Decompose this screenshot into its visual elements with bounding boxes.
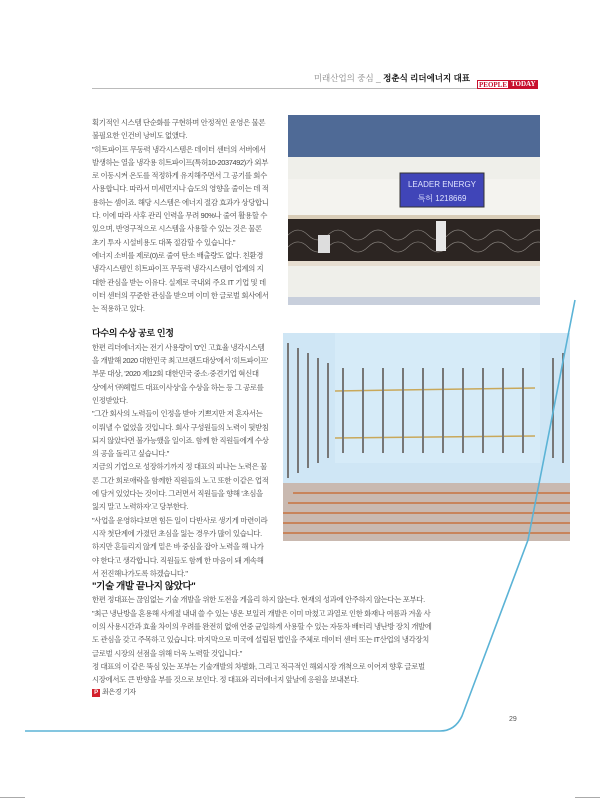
subheading: 다수의 수상 공로 인정 bbox=[92, 328, 174, 339]
paragraph: 에너지 소비를 제로(0)로 줄여 탄소 배출량도 없다. 친환경 냉각시스템인 히트파이프 무동력 냉각시스템이 업계의 지대한 관심을 받는 이유다. 실제로 국내외 주요 IT 기업 및 데이터 센터의 꾸준한 관심을 받으며 이미 한 글로벌 회사에서는 적용하고 있다. bbox=[92, 250, 269, 314]
crop-mark bbox=[0, 797, 25, 798]
paragraph: "최근 냉난방을 혼용해 사계절 내내 쓸 수 있는 냉온 보일러 개발은 이미 마쳤고 과열로 인한 화재나 여름과 겨울 사이의 사용시간과 효율 차이의 우려를 완전히 없애 연중 균일하게 사용할 수 있는 자동차 배터리 냉난방 장치 개발에도 관심을 갖고 주목하고 있습니다. 마지막으로 미국에 설립된 법인을 주체로 데이터 센터 또는 IT산업의 냉각장치 글로벌 시장의 선점을 위해 더욱 노력할 것입니다." bbox=[92, 608, 432, 658]
reporter-name: 최은경 기자 bbox=[102, 689, 136, 697]
patent-label-line1: LEADER ENERGY bbox=[407, 180, 477, 189]
patent-label-line2: 특허 1218669 bbox=[417, 194, 467, 203]
paragraph: 한편 정대표는 끊임없는 기술 개발을 위한 도전을 게을리 하지 않는다. 현재의 성과에 안주하지 않는다는 포부다. bbox=[92, 595, 425, 605]
paragraph: "그간 회사의 노력들이 인정을 받아 기쁘지만 저 혼자서는 이뤄낼 수 없었을 것입니다. 회사 구성원들의 노력이 뒷받침되지 않았다면 불가능했을 일이죠. 함께 한 직원들에게 수상의 공을 돌리고 싶습니다." bbox=[92, 409, 269, 459]
article-title: 정춘식 리더에너지 대표 bbox=[383, 73, 470, 83]
people-today-icon: P bbox=[92, 689, 100, 697]
paragraph: 획기적인 시스템 단순화를 구현하며 안정적인 운영은 물론 불필요한 인건비 낭비도 없앴다. bbox=[92, 118, 266, 141]
subheading: "기술 개발 끝나지 않았다" bbox=[92, 581, 196, 593]
article-column bbox=[92, 116, 270, 580]
paragraph: "사업을 운영하다보면 힘든 일이 다반사로 생기게 마련이라 시작 첫단계에 가졌던 초심을 잃는 경우가 많이 있습니다. 하지만 흔들리지 않게 밑은 바 중심을 잡아 노력을 해 나가야 한다고 생각합니다. 직원들도 함께 한 마음이 돼 계속해서 전진해나가도록 하겠습니다." bbox=[92, 515, 268, 578]
paragraph: 지금의 기업으로 성장하기까지 정 대표의 피나는 노력은 물론 그간 희로애락을 함께한 직원들의 노고 또한 이같은 업적에 담겨 있었다는 것이다. 그러면서 직원들을 향해 '초심을 잃지 말고 노력하자'고 당부한다. bbox=[92, 462, 269, 512]
paragraph: 한편 리더에너지는 전기 사용량이 '0'인 고효율 냉각시스템을 개발해 2020 대한민국 최고브랜드대상'에서 '히트파이프' 부문 대상, '2020 제12회 대한민국 중소·중견기업 혁신대상'에서 '㈜헤럴드 대표이사상'을 수상을 하는 등 그 공로를 인정받았다. bbox=[92, 342, 269, 405]
logo-today: TODAY bbox=[511, 80, 536, 88]
separator: _ bbox=[376, 73, 381, 83]
paragraph: "히트파이프 무동력 냉각시스템은 데이터 센터의 서버에서 발생하는 열을 냉각용 히트파이프(특허10-2037492)가 외부로 이동시켜 온도를 적정하게 유지해주면서 그 공기를 회수 사용합니다. 따라서 미세먼지나 습도의 영향을 줄이는 데 적용하는 셈이죠. 해당 시스템은 에너지 절감 효과가 상당합니다. 이에 따라 사후 관리 인력을 무려 90%나 줄여 활용할 수 있으며, 반영구적으로 시스템을 사용할 수 있는 것은 물론 초기 투자 시설비용도 대폭 절감할 수 있습니다." bbox=[92, 144, 269, 247]
logo-people: PEOPLE bbox=[479, 81, 508, 89]
paragraph: 정 대표의 이 같은 뚝심 있는 포부는 기술개발의 차별화, 그리고 적극적인 해외시장 개척으로 이어져 향후 글로벌 시장에서도 큰 반향을 부를 것으로 보인다. 정 대표와 리더에너지 앞날에 응원을 보내본다. bbox=[92, 661, 425, 685]
crop-mark bbox=[575, 797, 600, 798]
article-bottom bbox=[92, 580, 432, 700]
byline bbox=[92, 686, 432, 699]
page-number: 29 bbox=[509, 715, 517, 723]
section-name: 미래산업의 중심 bbox=[313, 73, 374, 83]
